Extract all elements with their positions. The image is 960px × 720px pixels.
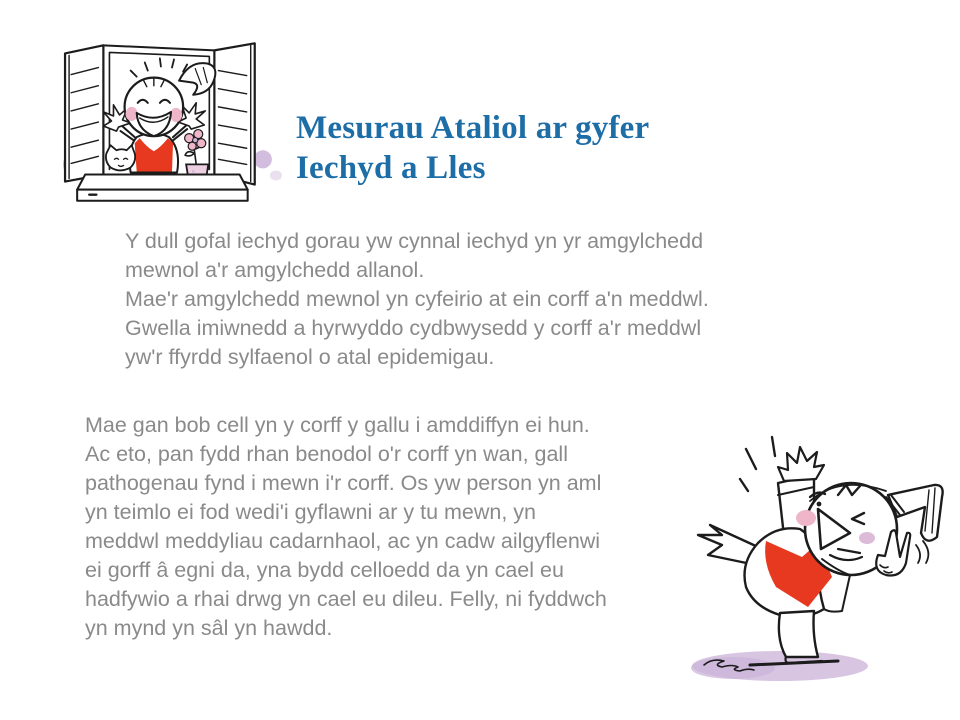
flower: [193, 138, 198, 143]
title-line-2: Iechyd a Lles: [296, 150, 486, 186]
hand-motion-arcs: [916, 541, 928, 563]
page-title: [296, 108, 649, 188]
text-line: ei gorff â egni da, yna bydd celloedd da yn cael eu: [85, 558, 564, 582]
title-line-1: Mesurau Ataliol ar gyfer: [296, 110, 650, 146]
joy-rays: [131, 58, 188, 76]
text-line: Mae gan bob cell yn y corff y gallu i amddiffyn ei hun.: [85, 413, 590, 437]
eye: [817, 502, 822, 507]
body-paragraph: [85, 411, 607, 643]
text-line: Y dull gofal iechyd gorau yw cynnal iechyd yn yr amgylchedd: [125, 229, 704, 253]
victory-illustration: [688, 424, 954, 696]
text-line: yn teimlo ei fod wedi'i gyflawni ar y tu mewn, yn: [85, 500, 537, 524]
cheek: [170, 108, 182, 122]
leg: [779, 611, 818, 657]
text-line: Gwella imiwnedd a hyrwyddo cydbwysedd y corff a'r meddwl: [125, 316, 702, 340]
cheek: [859, 532, 875, 544]
right-shutter: [214, 43, 254, 184]
cheek: [796, 510, 816, 526]
window-sill: [77, 174, 248, 189]
text-line: yw'r ffyrdd sylfaenol o atal epidemigau.: [125, 345, 495, 369]
text-line: hadfywio a rhai drwg yn cael eu dileu. Felly, ni fyddwch: [85, 587, 607, 611]
text-line: pathogenau fynd i mewn i'r corff. Os yw person yn aml: [85, 471, 602, 495]
intro-paragraph: [125, 227, 709, 372]
raised-fist: [778, 447, 824, 481]
text-line: Ac eto, pan fydd rhan benodol o'r corff yn wan, gall: [85, 442, 568, 466]
motion-marks: [740, 437, 775, 491]
left-shutter: [65, 45, 103, 181]
text-line: yn mynd yn sâl yn hawdd.: [85, 616, 333, 640]
text-line: meddwl meddyliau cadarnhaol, ac yn cadw ailgyflenwi: [85, 529, 601, 553]
text-line: Mae'r amgylchedd mewnol yn cyfeirio at ein corff a'n meddwl.: [125, 287, 709, 311]
window-illustration: [60, 36, 284, 205]
text-line: mewnol a'r amgylchedd allanol.: [125, 258, 425, 282]
